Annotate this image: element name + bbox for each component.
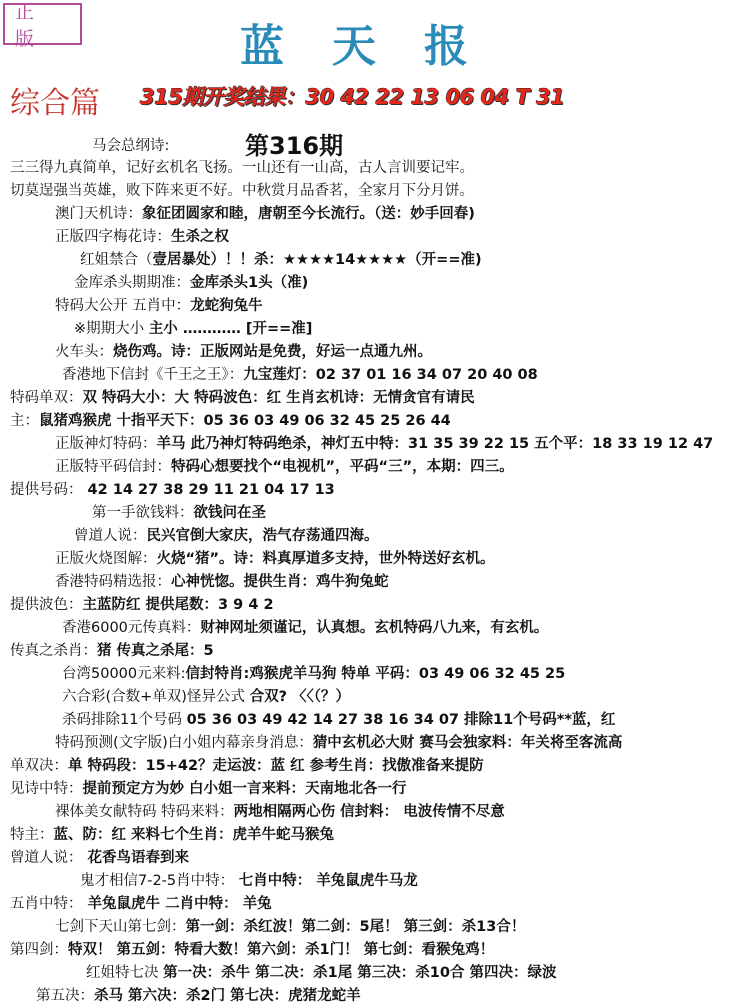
content-line [55, 342, 432, 362]
content-line [92, 136, 169, 156]
content-line [80, 871, 418, 891]
line-label: 第四剑： [10, 942, 68, 958]
line-value: 欲钱问在圣 [193, 505, 266, 521]
line-value: 提前预定方为妙 白小姐一言来料：天南地北各一行 [82, 781, 407, 797]
line-label: 特码单双： [10, 390, 83, 406]
content-line [10, 756, 484, 776]
line-label: 第五决： [36, 988, 94, 1004]
line-label: 裸体美女献特码 特码来料： [55, 804, 234, 820]
content-line [74, 273, 308, 293]
content-line [10, 825, 334, 845]
line-value: 特码心想要找个“电视机”，平码“三”，本期：四三。 [171, 459, 514, 475]
line-value: 鼠猪鸡猴虎 十指平天下：05 36 03 49 06 32 45 25 26 44 [39, 413, 451, 429]
content-line [80, 250, 482, 270]
content-line [92, 503, 266, 523]
content-line [10, 641, 214, 661]
line-value: 两地相隔两心伤 信封料： 电波传情不尽意 [233, 804, 505, 820]
line-label: 红姐禁合（ [80, 252, 153, 268]
line-label: 曾道人说： [10, 850, 83, 866]
line-value: 猜中玄机必大财 赛马会独家料：年关将至客流高 [312, 735, 623, 751]
line-label: 香港6000元传真料： [62, 620, 201, 636]
line-label: 五肖中特： [10, 896, 83, 912]
content-line [10, 894, 272, 914]
line-value: 烧伤鸡。诗：正版网站是免费，好运一点通九州。 [113, 344, 432, 360]
content-line [55, 457, 514, 477]
line-value: 42 14 27 38 29 11 21 04 17 13 [82, 482, 335, 498]
content-line [10, 595, 274, 615]
line-value: 火烧“猪”。诗：料真厚道多支持，世外特送好玄机。 [156, 551, 495, 567]
line-label: 正版神灯特码： [55, 436, 157, 452]
line-value: 花香鸟语春到来 [82, 850, 190, 866]
content-line [55, 227, 229, 247]
content-line [62, 618, 548, 638]
line-value: 主蓝防红 提供尾数：3 9 4 2 [82, 597, 274, 613]
line-label: 台湾50000元来料: [62, 666, 186, 682]
line-value: 猪 传真之杀尾：5 [97, 643, 214, 659]
line-value: 单 特码段：15+42？走运波：蓝 红 参考生肖：找傲准备来提防 [68, 758, 484, 774]
line-label: 传真之杀肖： [10, 643, 97, 659]
line-label: 马会总纲诗: [92, 138, 170, 154]
issue-number: 第316期 [245, 132, 344, 160]
draw-result: 315期开奖结果：30 42 22 13 06 04 T 31 [140, 85, 565, 109]
line-value: 羊马 此乃神灯特码绝杀，神灯五中特：31 35 39 22 15 五个平：18 33 19 12 47 [156, 436, 714, 452]
line-value: 合双? 〈〈（？） [249, 689, 351, 705]
content-line [55, 434, 713, 454]
line-value: 双 特码大小：大 特码波色：红 生肖玄机诗：无情贪官有请民 [82, 390, 475, 406]
content-line [10, 779, 407, 799]
content-line [62, 710, 615, 730]
line-label: 鬼才相信7-2-5肖中特： [80, 873, 239, 889]
line-value: 主小 ………… [开==准] [148, 321, 313, 337]
line-value: 七肖中特： 羊兔鼠虎牛马龙 [238, 873, 418, 889]
content-line [55, 802, 505, 822]
line-label: 六合彩(合数+单双)怪异公式 [62, 689, 250, 705]
line-label: 特码预测(文字版)白小姐内幕亲身消息： [55, 735, 313, 751]
line-value: 信封特肖:鸡猴虎羊马狗 特单 平码：03 49 06 32 45 25 [185, 666, 566, 682]
content-line [62, 687, 350, 707]
line-label: 特主： [10, 827, 54, 843]
content-line [10, 480, 335, 500]
content-line [10, 848, 189, 868]
content-line [10, 940, 494, 960]
line-value: 05 36 03 49 42 14 27 38 16 34 07 排除11个号码**蓝，红 [186, 712, 616, 728]
content-line [55, 572, 389, 592]
content-line [55, 204, 475, 224]
line-label: 七剑下天山第七剑： [55, 919, 186, 935]
line-value: 第一决：杀牛 第二决：杀1尾 第三决：杀10合 第四决：绿波 [163, 965, 557, 981]
content-line [10, 181, 474, 201]
content-line [62, 365, 538, 385]
line-value: 特双！ 第五剑：特看大数！第六剑：杀1门！ 第七剑：看猴兔鸡！ [68, 942, 495, 958]
line-label: 杀码排除11个号码 [62, 712, 187, 728]
line-label: 火车头： [55, 344, 113, 360]
line-value: 心神恍惚。提供生肖：鸡牛狗兔蛇 [171, 574, 389, 590]
line-label: 切莫逞强当英雄，败下阵来更不好。中秋赏月品香茗，全家月下分月饼。 [10, 183, 474, 199]
line-label: 曾道人说： [74, 528, 147, 544]
line-label: 提供波色： [10, 597, 83, 613]
line-label: 正版火烧图解： [55, 551, 157, 567]
content-line [74, 526, 379, 546]
line-value: 羊兔鼠虎牛 二肖中特： 羊兔 [82, 896, 272, 912]
line-label: 第一手欲钱料： [92, 505, 194, 521]
section-title: 综合篇 [10, 86, 100, 121]
line-label: 三三得九真简单，记好玄机名飞扬。一山还有一山高，古人言训要记牢。 [10, 160, 474, 176]
line-label: 金库杀头期期准： [74, 275, 190, 291]
line-value: 财神网址须谨记，认真想。玄机特码八九来，有玄机。 [200, 620, 549, 636]
content-line [62, 664, 565, 684]
line-label: 香港地下信封《千王之王》： [62, 367, 244, 383]
masthead-title: 蓝天报 [240, 21, 516, 72]
line-label: ※期期大小 [74, 321, 149, 337]
content-line [55, 733, 622, 753]
content-line [10, 411, 451, 431]
line-label: 提供号码： [10, 482, 83, 498]
content-line [74, 319, 312, 339]
content-line [86, 963, 557, 983]
line-label: 主： [10, 413, 39, 429]
content-line [36, 986, 361, 1006]
line-value: 九宝莲灯：02 37 01 16 34 07 20 40 08 [243, 367, 538, 383]
line-value: 蓝、防：红 来料七个生肖：虎羊牛蛇马猴兔 [53, 827, 335, 843]
content-line [10, 158, 474, 178]
line-label: 正版四字梅花诗： [55, 229, 171, 245]
content-line [55, 296, 263, 316]
genuine-badge: 正版 [3, 3, 82, 45]
line-value: 金库杀头1头（准) [190, 275, 309, 291]
line-label: 见诗中特： [10, 781, 83, 797]
line-label: 单双决： [10, 758, 68, 774]
line-label: 正版特平码信封： [55, 459, 171, 475]
line-label: 澳门天机诗： [55, 206, 142, 222]
line-value: 杀马 第六决：杀2门 第七决：虎猪龙蛇羊 [94, 988, 361, 1004]
line-label: 红姐特七决 [86, 965, 164, 981]
content-line [55, 549, 495, 569]
line-label: 香港特码精选报： [55, 574, 171, 590]
line-value: 民兴官倒大家庆，浩气存荡通四海。 [146, 528, 379, 544]
line-value: 壹居暴处）！！杀：★★★★14★★★★（开==准) [152, 252, 482, 268]
line-value: 龙蛇狗兔牛 [190, 298, 263, 314]
content-line [10, 388, 475, 408]
line-value: 生杀之权 [171, 229, 229, 245]
line-value: 象征团圆家和睦，唐朝至今长流行。（送：妙手回春) [142, 206, 475, 222]
content-line [55, 917, 525, 937]
line-value: 第一剑：杀红波！第二剑：5尾！ 第三剑：杀13合！ [185, 919, 526, 935]
line-label: 特码大公开 五肖中： [55, 298, 191, 314]
